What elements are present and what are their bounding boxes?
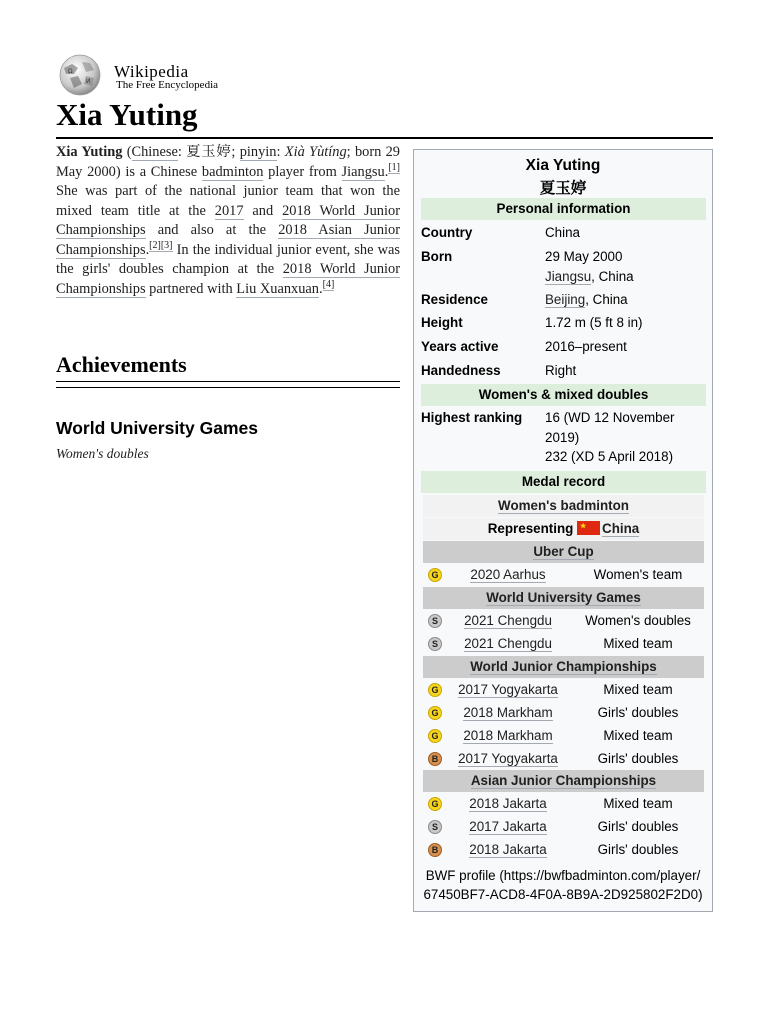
- medal-row: [423, 679, 704, 701]
- residence-label: Residence: [421, 292, 488, 307]
- event-label: Mixed team: [603, 728, 673, 743]
- link-2018-wjc-2[interactable]: 2018 World Junior Championships: [56, 261, 401, 297]
- medal-row: [423, 748, 704, 770]
- wikipedia-wordmark: Wikipedia: [114, 62, 189, 81]
- link-wug[interactable]: World University Games: [486, 590, 641, 605]
- link-ajc[interactable]: Asian Junior Championships: [470, 773, 657, 788]
- china-flag-icon: ★: [577, 521, 600, 535]
- achievements-rule-1: [56, 381, 400, 382]
- ref-4[interactable]: [4]: [322, 278, 335, 290]
- silver-medal-icon: S: [428, 820, 442, 834]
- link-chinese[interactable]: Chinese: [131, 144, 178, 160]
- competition-link[interactable]: 2020 Aarhus: [470, 567, 546, 582]
- medal-row: [423, 839, 704, 861]
- bronze-medal-icon: B: [428, 752, 442, 766]
- lead-paragraph: Xia Yuting (Chinese: 夏玉婷; pinyin: Xià Yùtíng; born 29 May 2000) is a Chinese badminton player from Jiangsu.[1] She was part of the national junior team that won the mixed team title at the 2017 and 2018 World Junior Championships and also at the 2018 Asian Junior Championships.[2][3] In the individual junior event, she was the girls' doubles champion at the 2018 World Junior Championships partnered with Liu Xuanxuan.[4]: [56, 144, 401, 297]
- wikipedia-header[interactable]: [56, 54, 456, 94]
- born-value: 29 May 2000 Jiangsu, China: [545, 249, 634, 284]
- handedness-value: Right: [545, 363, 577, 378]
- wjc-header: [423, 656, 704, 678]
- silver-medal-icon: S: [428, 637, 442, 651]
- medal-row: [423, 610, 704, 632]
- chinese-name: 夏玉婷: [186, 144, 232, 160]
- height-label: Height: [421, 315, 463, 330]
- link-2018-wjc[interactable]: 2018 World Junior Championships: [56, 202, 400, 238]
- gold-medal-icon: G: [428, 797, 442, 811]
- event-label: Mixed team: [603, 682, 673, 697]
- ranking-label: Highest ranking: [421, 410, 523, 425]
- doubles-header: Women's & mixed doubles: [421, 384, 706, 406]
- title-divider: [56, 137, 713, 139]
- event-label: Girls' doubles: [597, 705, 679, 720]
- competition-link[interactable]: 2021 Chengdu: [464, 636, 552, 651]
- uber-cup-header: [423, 541, 704, 563]
- gold-medal-icon: G: [428, 706, 442, 720]
- subject-name: Xia Yuting: [56, 144, 123, 160]
- link-2017[interactable]: 2017: [214, 202, 244, 219]
- event-label: Girls' doubles: [597, 819, 679, 834]
- ajc-header: [423, 770, 704, 792]
- gold-medal-icon: G: [428, 683, 442, 697]
- medal-row: [423, 793, 704, 815]
- competition-link[interactable]: 2018 Markham: [463, 705, 553, 720]
- personal-info-header: Personal information: [421, 198, 706, 220]
- wug-header: [423, 587, 704, 609]
- svg-text:Ω: Ω: [68, 68, 73, 75]
- wikipedia-tagline: The Free Encyclopedia: [116, 79, 219, 91]
- residence-value: Beijing, China: [545, 292, 628, 307]
- link-jiangsu[interactable]: Jiangsu: [341, 163, 385, 180]
- born-label: Born: [421, 249, 453, 264]
- medal-row: [423, 564, 704, 586]
- handedness-label: Handedness: [421, 363, 501, 378]
- sport-row: [423, 495, 704, 517]
- infobox-native-name: 夏玉婷: [539, 180, 587, 197]
- link-beijing[interactable]: Beijing: [545, 292, 586, 307]
- ref-1[interactable]: [1]: [388, 161, 400, 173]
- event-label: Mixed team: [603, 796, 673, 811]
- ranking-value-2: 232 (XD 5 April 2018): [545, 449, 674, 464]
- silver-medal-icon: S: [428, 614, 442, 628]
- height-value: 1.72 m (5 ft 8 in): [545, 315, 643, 330]
- years-active-label: Years active: [421, 339, 499, 354]
- link-born-jiangsu[interactable]: Jiangsu: [545, 268, 592, 284]
- event-label: Mixed team: [603, 636, 673, 651]
- representing-row: Representing ★ China: [423, 518, 704, 540]
- link-china[interactable]: China: [602, 521, 640, 536]
- medal-row: [423, 725, 704, 747]
- competition-link[interactable]: 2017 Jakarta: [469, 819, 547, 834]
- page-title: Xia Yuting: [56, 97, 198, 132]
- competition-link[interactable]: 2017 Yogyakarta: [458, 682, 558, 697]
- medal-row: [423, 816, 704, 838]
- competition-link[interactable]: 2017 Yogyakarta: [458, 751, 558, 766]
- medal-row: [423, 702, 704, 724]
- achievements-heading: Achievements: [56, 352, 187, 377]
- bwf-profile-line-1: BWF profile (https://bwfbadminton.com/player/: [425, 868, 701, 883]
- medal-record-header: Medal record: [421, 471, 706, 493]
- gold-medal-icon: G: [428, 568, 442, 582]
- ranking-value-1: 16 (WD 12 November 2019): [545, 410, 675, 445]
- medal-row: [423, 633, 704, 655]
- svg-text:И: И: [86, 78, 91, 85]
- event-label: Women's team: [593, 567, 683, 582]
- country-value: China: [545, 225, 580, 240]
- competition-link[interactable]: 2018 Jakarta: [469, 796, 547, 811]
- event-label: Girls' doubles: [597, 751, 679, 766]
- infobox-name: Xia Yuting: [525, 157, 601, 174]
- link-wjc[interactable]: World Junior Championships: [470, 659, 657, 674]
- pinyin-name: Xià Yùtíng: [284, 144, 347, 160]
- years-active-value: 2016–present: [545, 339, 627, 354]
- achievements-rule-2: [56, 387, 400, 388]
- gold-medal-icon: G: [428, 729, 442, 743]
- bwf-profile-line-2: 67450BF7-ACD8-4F0A-8B9A-2D925802F2D0): [423, 887, 703, 902]
- wikipedia-globe-icon: [56, 54, 104, 96]
- ref-3[interactable]: [3]: [160, 239, 173, 251]
- wug-subheading: World University Games: [56, 418, 258, 438]
- competition-link[interactable]: 2018 Jakarta: [469, 842, 547, 857]
- event-label: Girls' doubles: [597, 842, 679, 857]
- table-caption: Women's doubles: [56, 446, 149, 461]
- event-label: Women's doubles: [585, 613, 691, 628]
- competition-link[interactable]: 2021 Chengdu: [464, 613, 552, 628]
- bronze-medal-icon: B: [428, 843, 442, 857]
- link-2018-ajc[interactable]: 2018 Asian Junior Championships: [56, 222, 400, 258]
- competition-link[interactable]: 2018 Markham: [463, 728, 553, 743]
- infobox: [413, 149, 713, 912]
- ref-2[interactable]: [2]: [149, 239, 161, 251]
- link-womens-badminton[interactable]: Women's badminton: [498, 498, 629, 513]
- link-badminton[interactable]: badminton: [201, 163, 264, 180]
- link-liu-xuanxuan[interactable]: Liu Xuanxuan: [236, 280, 320, 297]
- link-uber-cup[interactable]: Uber Cup: [533, 544, 594, 559]
- link-pinyin[interactable]: pinyin: [239, 144, 277, 160]
- country-label: Country: [421, 225, 473, 240]
